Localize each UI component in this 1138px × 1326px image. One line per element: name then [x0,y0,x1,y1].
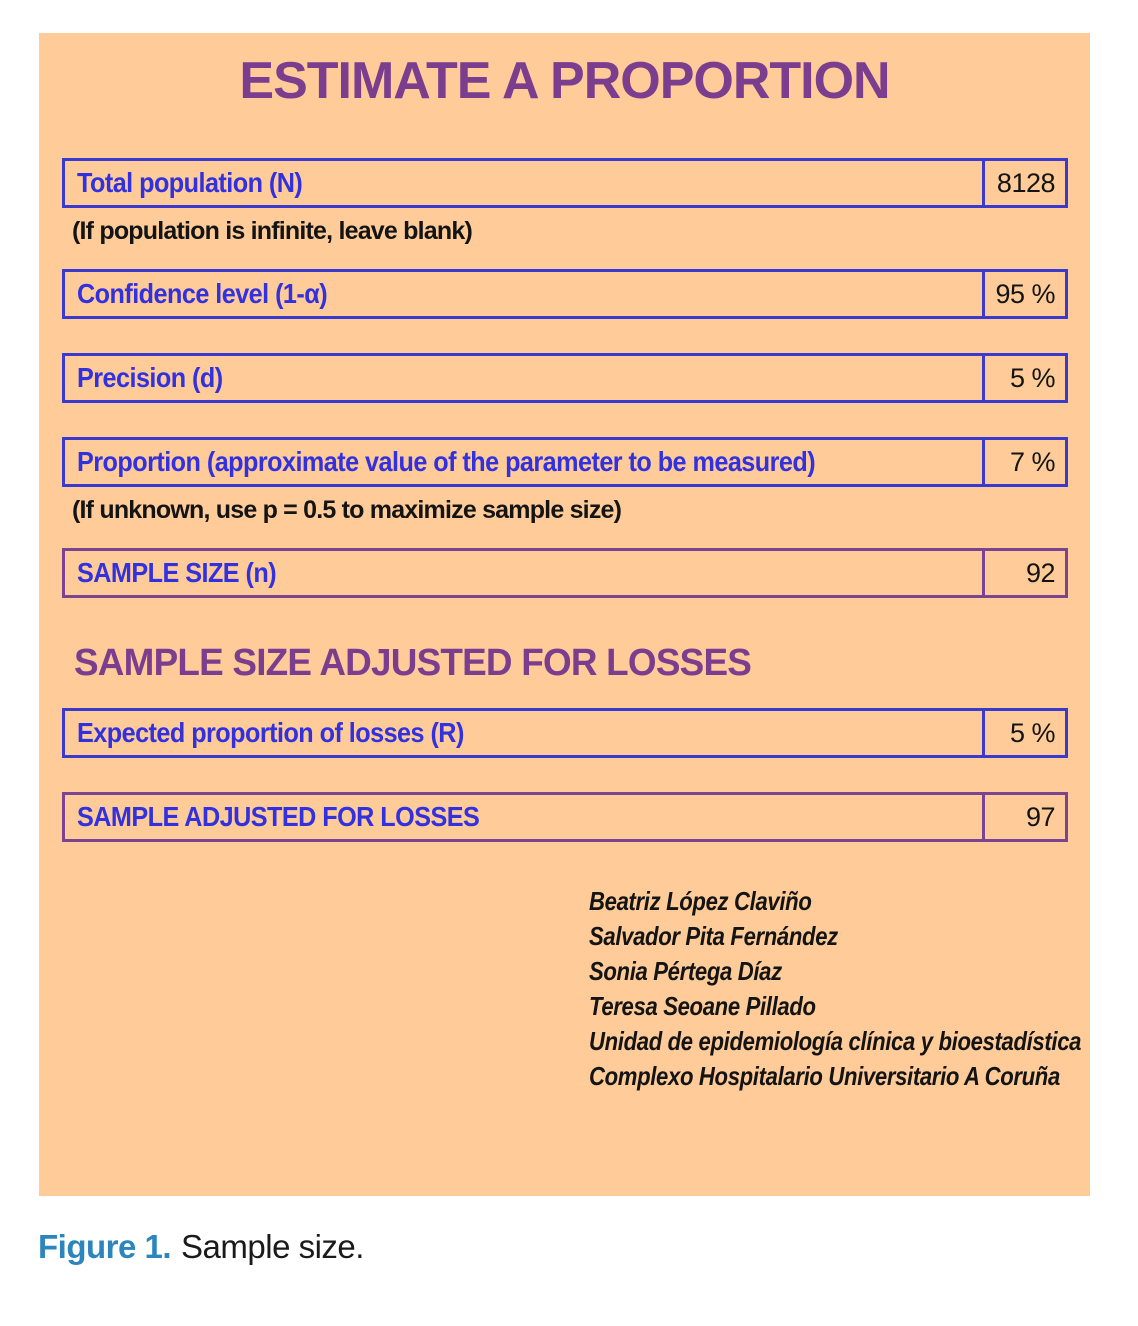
row-precision [62,353,1068,403]
sample-size-result-value: 92 [982,551,1065,595]
sample-size-label: SAMPLE SIZE (n) [77,557,277,588]
precision-input[interactable]: 5 % [982,356,1065,400]
precision-label: Precision (d) [77,362,223,393]
credits [589,884,1090,1094]
credit-line: Complexo Hospitalario Universitario A Coruña [589,1061,1060,1091]
figure-caption [38,1228,364,1266]
row-proportion [62,437,1068,487]
total-population-note: (If population is infinite, leave blank) [72,217,472,245]
row-total-population [62,158,1068,208]
sample-adjusted-label: SAMPLE ADJUSTED FOR LOSSES [77,801,480,832]
expected-losses-input[interactable]: 5 % [982,711,1065,755]
expected-losses-label: Expected proportion of losses (R) [77,717,464,748]
losses-rows [62,708,1068,842]
form-rows [62,158,1068,598]
sample-adjusted-result-value: 97 [982,795,1065,839]
expected-losses-label-cell [65,711,982,755]
credit-line: Beatriz López Claviño [589,886,812,916]
row-sample-size [62,548,1068,598]
credit-line: Salvador Pita Fernández [589,921,838,951]
sample-size-label-cell [65,551,982,595]
confidence-level-label-cell [65,272,982,316]
panel-title: ESTIMATE A PROPORTION [239,52,890,110]
credit-line: Unidad de epidemiología clínica y bioestadística [589,1026,1082,1056]
proportion-label-cell [65,440,982,484]
figure-caption-text: Sample size. [181,1228,364,1265]
sample-adjusted-label-cell [65,795,982,839]
calculator-panel [39,33,1090,1196]
total-population-label: Total population (N) [77,167,303,198]
confidence-level-label: Confidence level (1-α) [77,278,328,309]
proportion-note: (If unknown, use p = 0.5 to maximize sample size) [72,496,622,524]
row-sample-adjusted [62,792,1068,842]
figure-caption-label: Figure 1. [38,1228,172,1265]
losses-section-heading: SAMPLE SIZE ADJUSTED FOR LOSSES [74,642,752,684]
row-expected-losses [62,708,1068,758]
total-population-label-cell [65,161,982,205]
total-population-input[interactable]: 8128 [982,161,1065,205]
proportion-input[interactable]: 7 % [982,440,1065,484]
credit-line: Teresa Seoane Pillado [589,991,816,1021]
proportion-label: Proportion (approximate value of the parameter to be measured) [77,446,816,477]
precision-label-cell [65,356,982,400]
row-confidence-level [62,269,1068,319]
confidence-level-input[interactable]: 95 % [982,272,1065,316]
credit-line: Sonia Pértega Díaz [589,956,782,986]
